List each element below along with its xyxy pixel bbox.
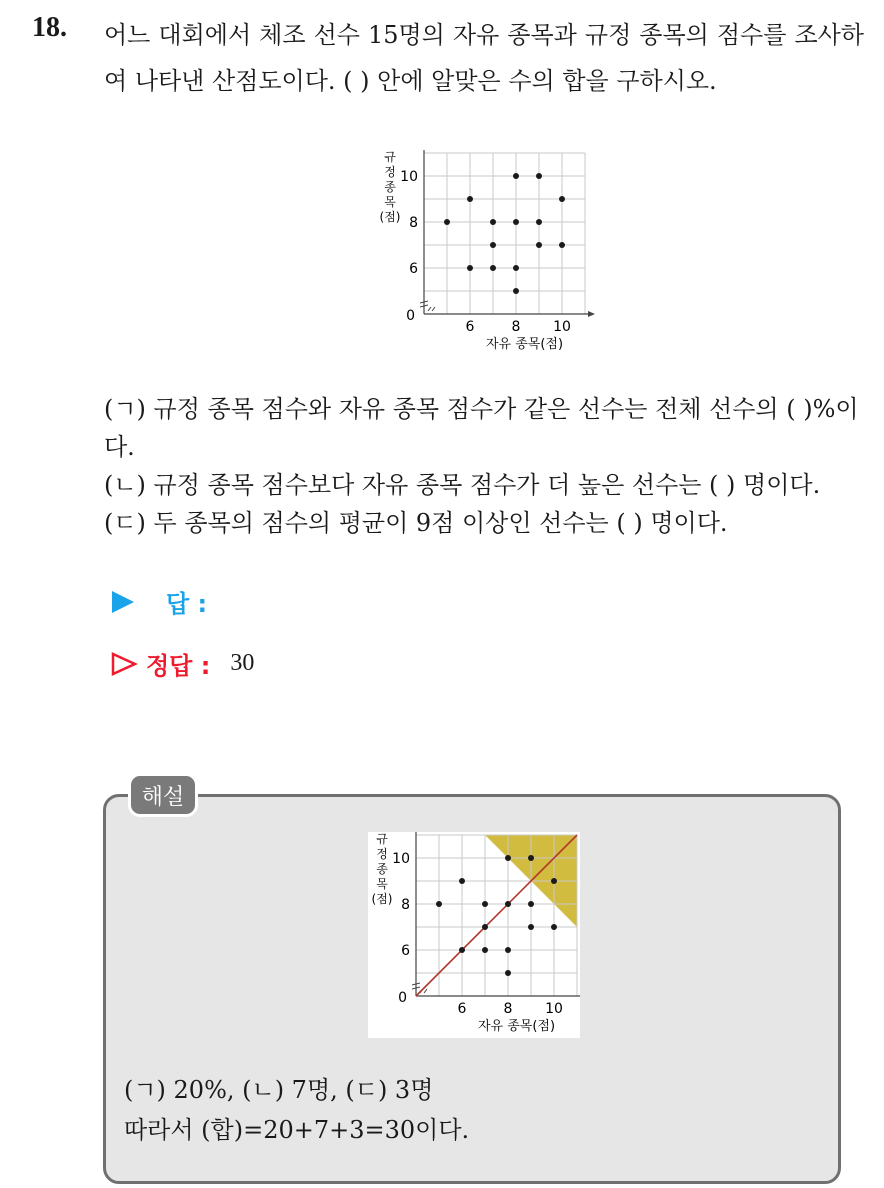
- scatter-point: [467, 265, 473, 271]
- y-axis-label-char: (점): [379, 210, 401, 224]
- play-triangle-icon: [110, 589, 136, 615]
- y-tick-label: 6: [409, 261, 418, 277]
- scatter-point: [551, 924, 557, 930]
- y-tick-label: 6: [401, 943, 410, 959]
- scatter-point: [551, 878, 557, 884]
- x-axis-break: [428, 307, 435, 311]
- answer-label: 답 :: [166, 590, 208, 618]
- origin-label: 0: [398, 990, 407, 1006]
- y-axis-label-char: 정: [384, 165, 396, 179]
- scatter-point: [436, 901, 442, 907]
- scatter-point: [513, 265, 519, 271]
- scatter-point: [482, 924, 488, 930]
- scatter-point: [505, 855, 511, 861]
- scatter-point: [444, 219, 450, 225]
- x-tick-label: 10: [545, 1001, 563, 1017]
- scatter-point: [490, 265, 496, 271]
- correct-answer-row: [110, 646, 254, 681]
- solution-line-2: 따라서 (합)=20+7+3=30이다.: [124, 1116, 470, 1144]
- scatter-point: [513, 173, 519, 179]
- scatter-point: [528, 855, 534, 861]
- scatter-point: [490, 242, 496, 248]
- x-tick-label: 8: [511, 319, 521, 335]
- scatter-point: [536, 219, 542, 225]
- y-tick-label: 10: [400, 169, 418, 185]
- y-axis-label-char: 규: [376, 832, 388, 846]
- scatter-point: [536, 242, 542, 248]
- x-tick-label: 6: [457, 1001, 467, 1017]
- diagonal-line: [416, 835, 577, 996]
- x-axis-label: 자유 종목(점): [485, 337, 564, 352]
- correct-answer-value: 30: [230, 650, 255, 676]
- y-axis-label-char: 종: [384, 180, 396, 194]
- scatter-point: [482, 947, 488, 953]
- scatter-point: [505, 970, 511, 976]
- y-axis-label-char: (점): [371, 892, 393, 906]
- y-axis-label-char: 규: [384, 150, 396, 164]
- scatter-point: [459, 878, 465, 884]
- scatter-point: [559, 242, 565, 248]
- scatter-point: [559, 196, 565, 202]
- sub-question-b: (ㄴ) 규정 종목 점수보다 자유 종목 점수가 더 높은 선수는 ( ) 명이다.: [104, 471, 821, 499]
- y-tick-label: 8: [409, 215, 418, 231]
- answer-row: [110, 584, 207, 619]
- y-axis-label-char: 목: [384, 195, 396, 209]
- scatter-point: [536, 173, 542, 179]
- y-axis-label-char: 종: [376, 862, 388, 876]
- scatter-point: [513, 288, 519, 294]
- correct-answer-label: 정답 :: [146, 652, 211, 680]
- y-tick-label: 8: [401, 897, 410, 913]
- x-tick-label: 10: [553, 319, 571, 335]
- question-number: 18.: [32, 12, 67, 43]
- solution-tab: 해설: [128, 773, 198, 817]
- scatter-point: [528, 924, 534, 930]
- question-text: 어느 대회에서 체조 선수 15명의 자유 종목과 규정 종목의 점수를 조사하여 나타낸 산점도이다. ( ) 안에 알맞은 수의 합을 구하시오.: [104, 21, 864, 95]
- scatter-point: [467, 196, 473, 202]
- outline-triangle-icon: [110, 651, 138, 677]
- x-tick-label: 6: [465, 319, 475, 335]
- y-axis-label-char: 목: [376, 877, 388, 891]
- y-axis-label-char: 정: [376, 847, 388, 861]
- scatter-point: [505, 947, 511, 953]
- scatter-point: [482, 901, 488, 907]
- x-axis-label: 자유 종목(점): [477, 1019, 556, 1034]
- x-tick-label: 8: [503, 1001, 513, 1017]
- scatter-point: [513, 219, 519, 225]
- scatter-point: [528, 901, 534, 907]
- scatter-chart-question: [362, 150, 602, 362]
- scatter-chart-solution: [368, 832, 580, 1038]
- sub-question-c: (ㄷ) 두 종목의 점수의 평균이 9점 이상인 선수는 ( ) 명이다.: [104, 509, 728, 537]
- y-tick-label: 10: [392, 851, 410, 867]
- origin-label: 0: [406, 308, 415, 324]
- scatter-point: [490, 219, 496, 225]
- scatter-point: [459, 947, 465, 953]
- x-axis-arrow: [588, 311, 595, 317]
- solution-line-1: (ㄱ) 20%, (ㄴ) 7명, (ㄷ) 3명: [124, 1076, 434, 1104]
- sub-question-a: (ㄱ) 규정 종목 점수와 자유 종목 점수가 같은 선수는 전체 선수의 ( )%이다.: [104, 395, 859, 461]
- scatter-point: [505, 901, 511, 907]
